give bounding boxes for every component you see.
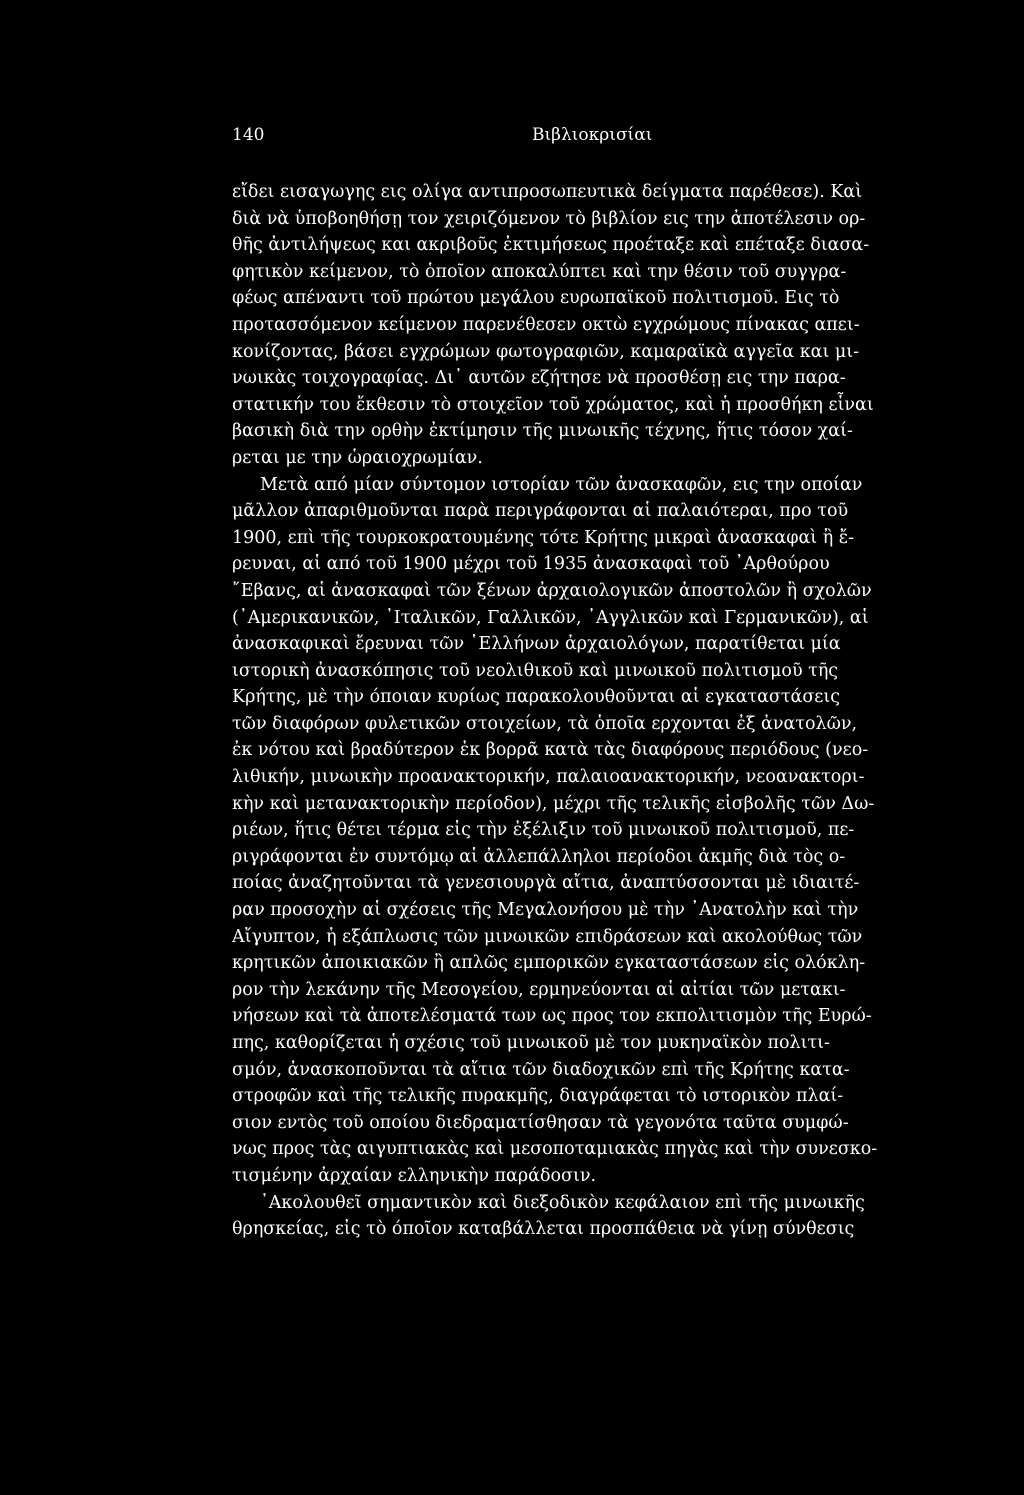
text-line: ριγράφονται ἐν συντόμῳ αἱ ἀλλεπάλληλοι περίοδοι ἀκμῆς διὰ τὸς ο- [232,846,846,867]
text-line: βασικὴ διὰ την ορθὴν ἐκτίμησιν τῆς μινωικῆς τέχνης, ἥτις τόσον χαί- [232,421,853,442]
text-line: φέως απέναντι τοῦ πρώτου μεγάλου ευρωπαϊκοῦ πολιτισμοῦ. Εις τὸ [232,288,840,309]
text-line: φητικὸν κείμενον, τὸ ὁποῖον αποκαλύπτει καὶ την θέσιν τοῦ συγγρα- [232,261,847,282]
text-line: λιθικήν, μινωικὴν προανακτορικήν, παλαιοανακτορικήν, νεοανακτορι- [232,767,865,788]
text-line: (᾿Αμερικανικῶν, ᾿Ιταλικῶν, Γαλλικῶν, ᾿Αγγλικῶν καὶ Γερμανικῶν), αἱ [232,607,869,628]
text-line: μᾶλλον ἀπαριθμοῦνται παρὰ περιγράφονται αἱ παλαιότεραι, προ τοῦ [232,501,849,522]
text-line: ρευναι, αἱ από τοῦ 1900 μέχρι τοῦ 1935 ἀνασκαφαὶ τοῦ ᾿Αρθούρου [232,554,830,575]
text-line: ιστορικὴ ἀνασκόπησις τοῦ νεολιθικοῦ καὶ μινωικοῦ πολιτισμοῦ τῆς [232,660,839,681]
text-line: σμόν, ἀνασκοποῦνται τὰ αἴτια τῶν διαδοχικῶν επὶ τῆς Κρήτης κατα- [232,1059,850,1080]
text-line: 1900, επὶ τῆς τουρκοκρατουμένης τότε Κρήτης μικραὶ ἀνασκαφαὶ ἢ ἔ- [232,527,855,548]
paragraph-start-line: Μετὰ από μίαν σύντομον ιστορίαν τῶν ἀνασκαφῶν, εις την οποίαν [260,474,863,495]
page-header [232,125,897,149]
text-line: θῆς ἀντιλήψεως και ακριβοῦς ἐκτιμήσεως προέταξε καὶ επέταξε διασα- [232,235,870,256]
text-line: ρον τὴν λεκάνην τῆς Μεσογείου, ερμηνεύονται αἱ αἰτίαι τῶν μετακι- [232,979,846,1000]
text-line: εἴδει εισαγωγης εις ολίγα αντιπροσωπευτικὰ δείγματα παρέθεσε). Καὶ [232,182,863,202]
text-line: τῶν διαφόρων φυλετικῶν στοιχείων, τὰ ὁποῖα ερχονται ἐξ ἀνατολῶν, [232,713,858,734]
text-line: στατικήν του ἔκθεσιν τὸ στοιχεῖον τοῦ χρώματος, καὶ ἡ προσθήκη εἶναι [232,394,874,415]
running-head: Βιβλιοκρισίαι [532,125,653,145]
text-line: θρησκείας, εἰς τὸ όποῖον καταβάλλεται προσπάθεια νὰ γίνῃ σύνθεσις [232,1219,855,1240]
text-line: ἀνασκαφικαὶ ἔρευναι τῶν ῾Ελλήνων ἀρχαιολόγων, παρατίθεται μία [232,634,841,655]
text-line: στροφῶν καὶ τῆς τελικῆς πυρακμῆς, διαγράφεται τὸ ιστορικὸν πλαί- [232,1086,844,1107]
text-line: πης, καθορίζεται ἡ σχέσις τοῦ μινωικοῦ μὲ τον μυκηναϊκὸν πολιτι- [232,1033,830,1053]
text-line: ἐκ νότου καὶ βραδύτερον ἐκ βορρᾶ κατὰ τὰς διαφόρους περιόδους (νεο- [232,740,869,761]
text-line: νωικὰς τοιχογραφίας. Δι᾿ αυτῶν εζήτησε νὰ προσθέσῃ εις την παρα- [232,368,846,389]
text-line: ποίας ἀναζητοῦνται τὰ γενεσιουργὰ αἴτια, ἀναπτύσσονται μὲ ιδιαιτέ- [232,873,860,894]
text-line: κὴν καὶ μετανακτορικὴν περίοδον), μέχρι τῆς τελικῆς εἰσβολῆς τῶν Δω- [232,793,875,814]
text-line: Αἴγυπτον, ἡ εξάπλωσις τῶν μινωικῶν επιδράσεων καὶ ακολούθως τῶν [232,926,863,947]
text-line: προτασσόμενον κείμενον παρενέθεσεν οκτὼ εγχρώμους πίνακας απει- [232,314,860,335]
text-line: ρεται με την ὡραιοχρωμίαν. [232,447,483,468]
text-line: νήσεων καὶ τὰ ἀποτελέσματά των ως προς τον εκπολιτισμὸν τῆς Ευρώ- [232,1006,872,1027]
text-line: ραν προσοχὴν αἱ σχέσεις τῆς Μεγαλονήσου μὲ τὴν ᾿Ανατολὴν καὶ τὴν [232,900,859,921]
text-line: σιον εντὸς τοῦ οποίου διεδραματίσθησαν τὰ γεγονότα ταῦτα συμφώ- [232,1112,849,1133]
text-line: κρητικῶν ἀποικιακῶν ἢ απλῶς εμπορικῶν εγκαταστάσεων εἰς ολόκλη- [232,953,866,974]
text-line: τισμένην ἀρχαίαν ελληνικὴν παράδοσιν. [232,1165,597,1186]
text-line: Κρήτης, μὲ τὴν όποιαν κυρίως παρακολουθοῦνται αἱ εγκαταστάσεις [232,687,841,708]
text-line: κονίζοντας, βάσει εγχρώμων φωτογραφιῶν, καμαραϊκὰ αγγεῖα και μι- [232,341,860,362]
body-text [232,179,897,1243]
text-line: διὰ νὰ ὑποβοηθήσῃ τον χειριζόμενον τὸ βιβλίον εις την ἀποτέλεσιν ορ- [232,208,866,229]
text-line: νως προς τὰς αιγυπτιακὰς καὶ μεσοποταμιακὰς πηγὰς καὶ τὴν συνεσκο- [232,1139,878,1160]
paragraph-start-line: ᾿Ακολουθεῖ σημαντικὸν καὶ διεξοδικὸν κεφάλαιον επὶ τῆς μινωικῆς [260,1192,865,1213]
text-line: ῎Εβανς, αἱ ἀνασκαφαὶ τῶν ξένων ἀρχαιολογικῶν ἀποστολῶν ἢ σχολῶν [232,580,872,601]
page-number: 140 [232,125,265,145]
text-line: ριέων, ἥτις θέτει τέρμα εἰς τὴν ἐξέλιξιν τοῦ μινωικοῦ πολιτισμοῦ, πε- [232,820,855,841]
